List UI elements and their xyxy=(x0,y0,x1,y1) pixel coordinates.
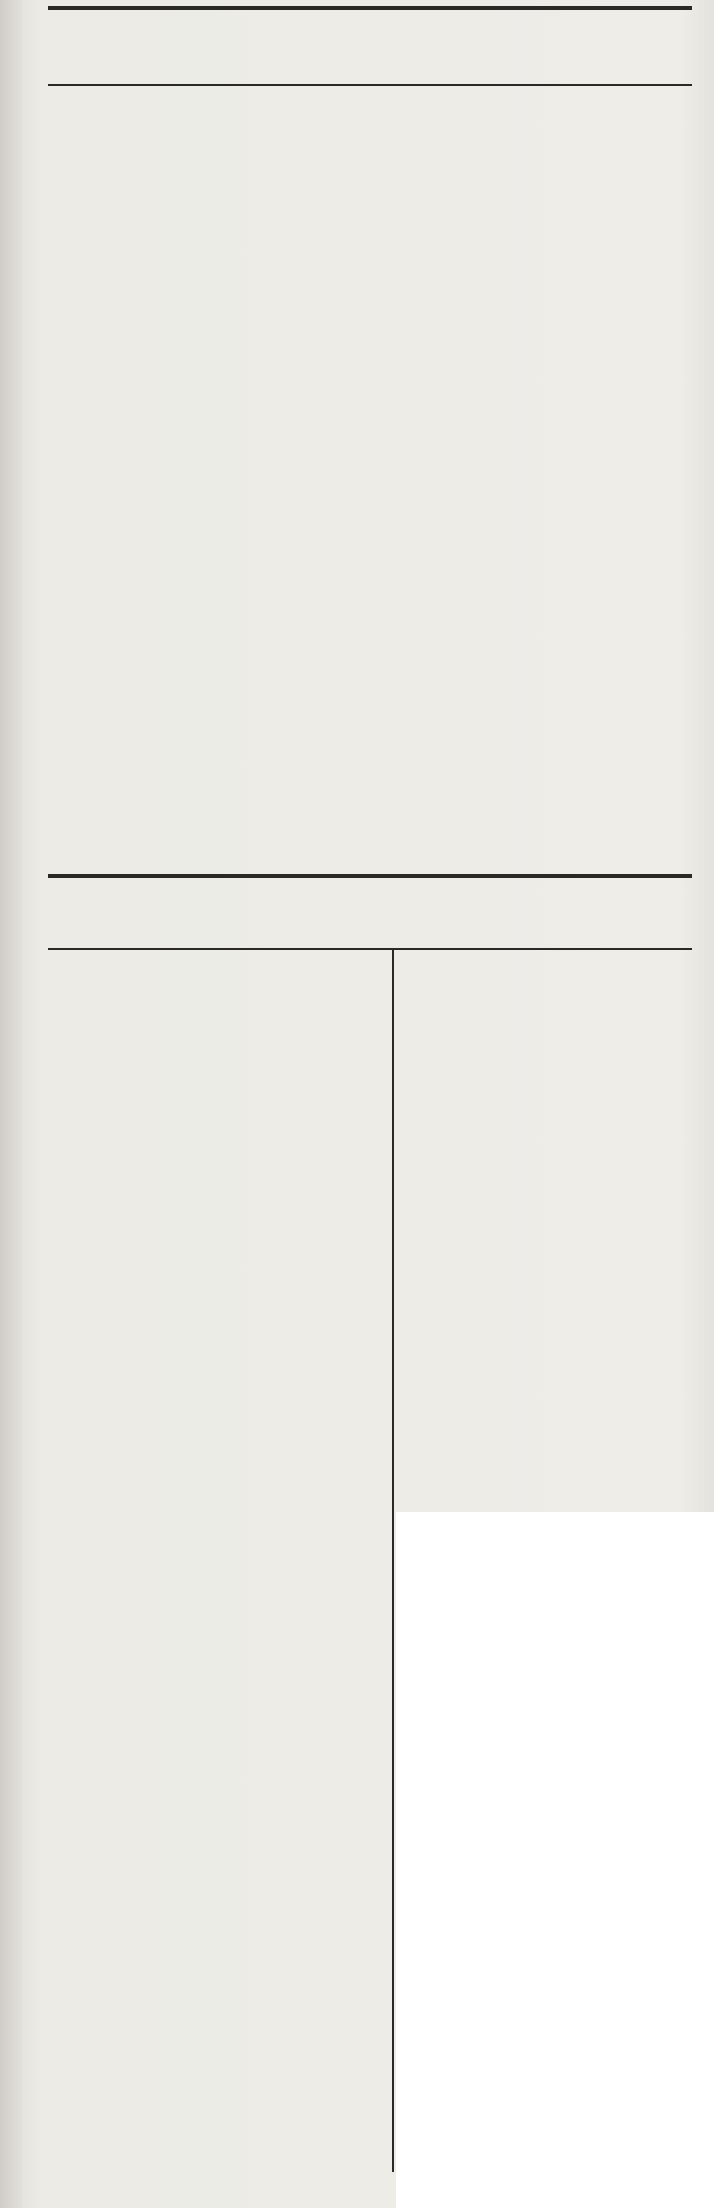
section-divider xyxy=(48,874,692,878)
bottom-headline-underline xyxy=(48,948,692,950)
headline-underline xyxy=(48,84,692,86)
bottom-headline xyxy=(106,888,634,946)
column-divider xyxy=(392,950,394,1512)
blank-area xyxy=(396,1512,714,2208)
top-rule xyxy=(48,6,692,10)
top-headline xyxy=(119,16,621,82)
column-divider-lower xyxy=(392,1512,394,2172)
page-edge-shadow xyxy=(0,0,22,2208)
